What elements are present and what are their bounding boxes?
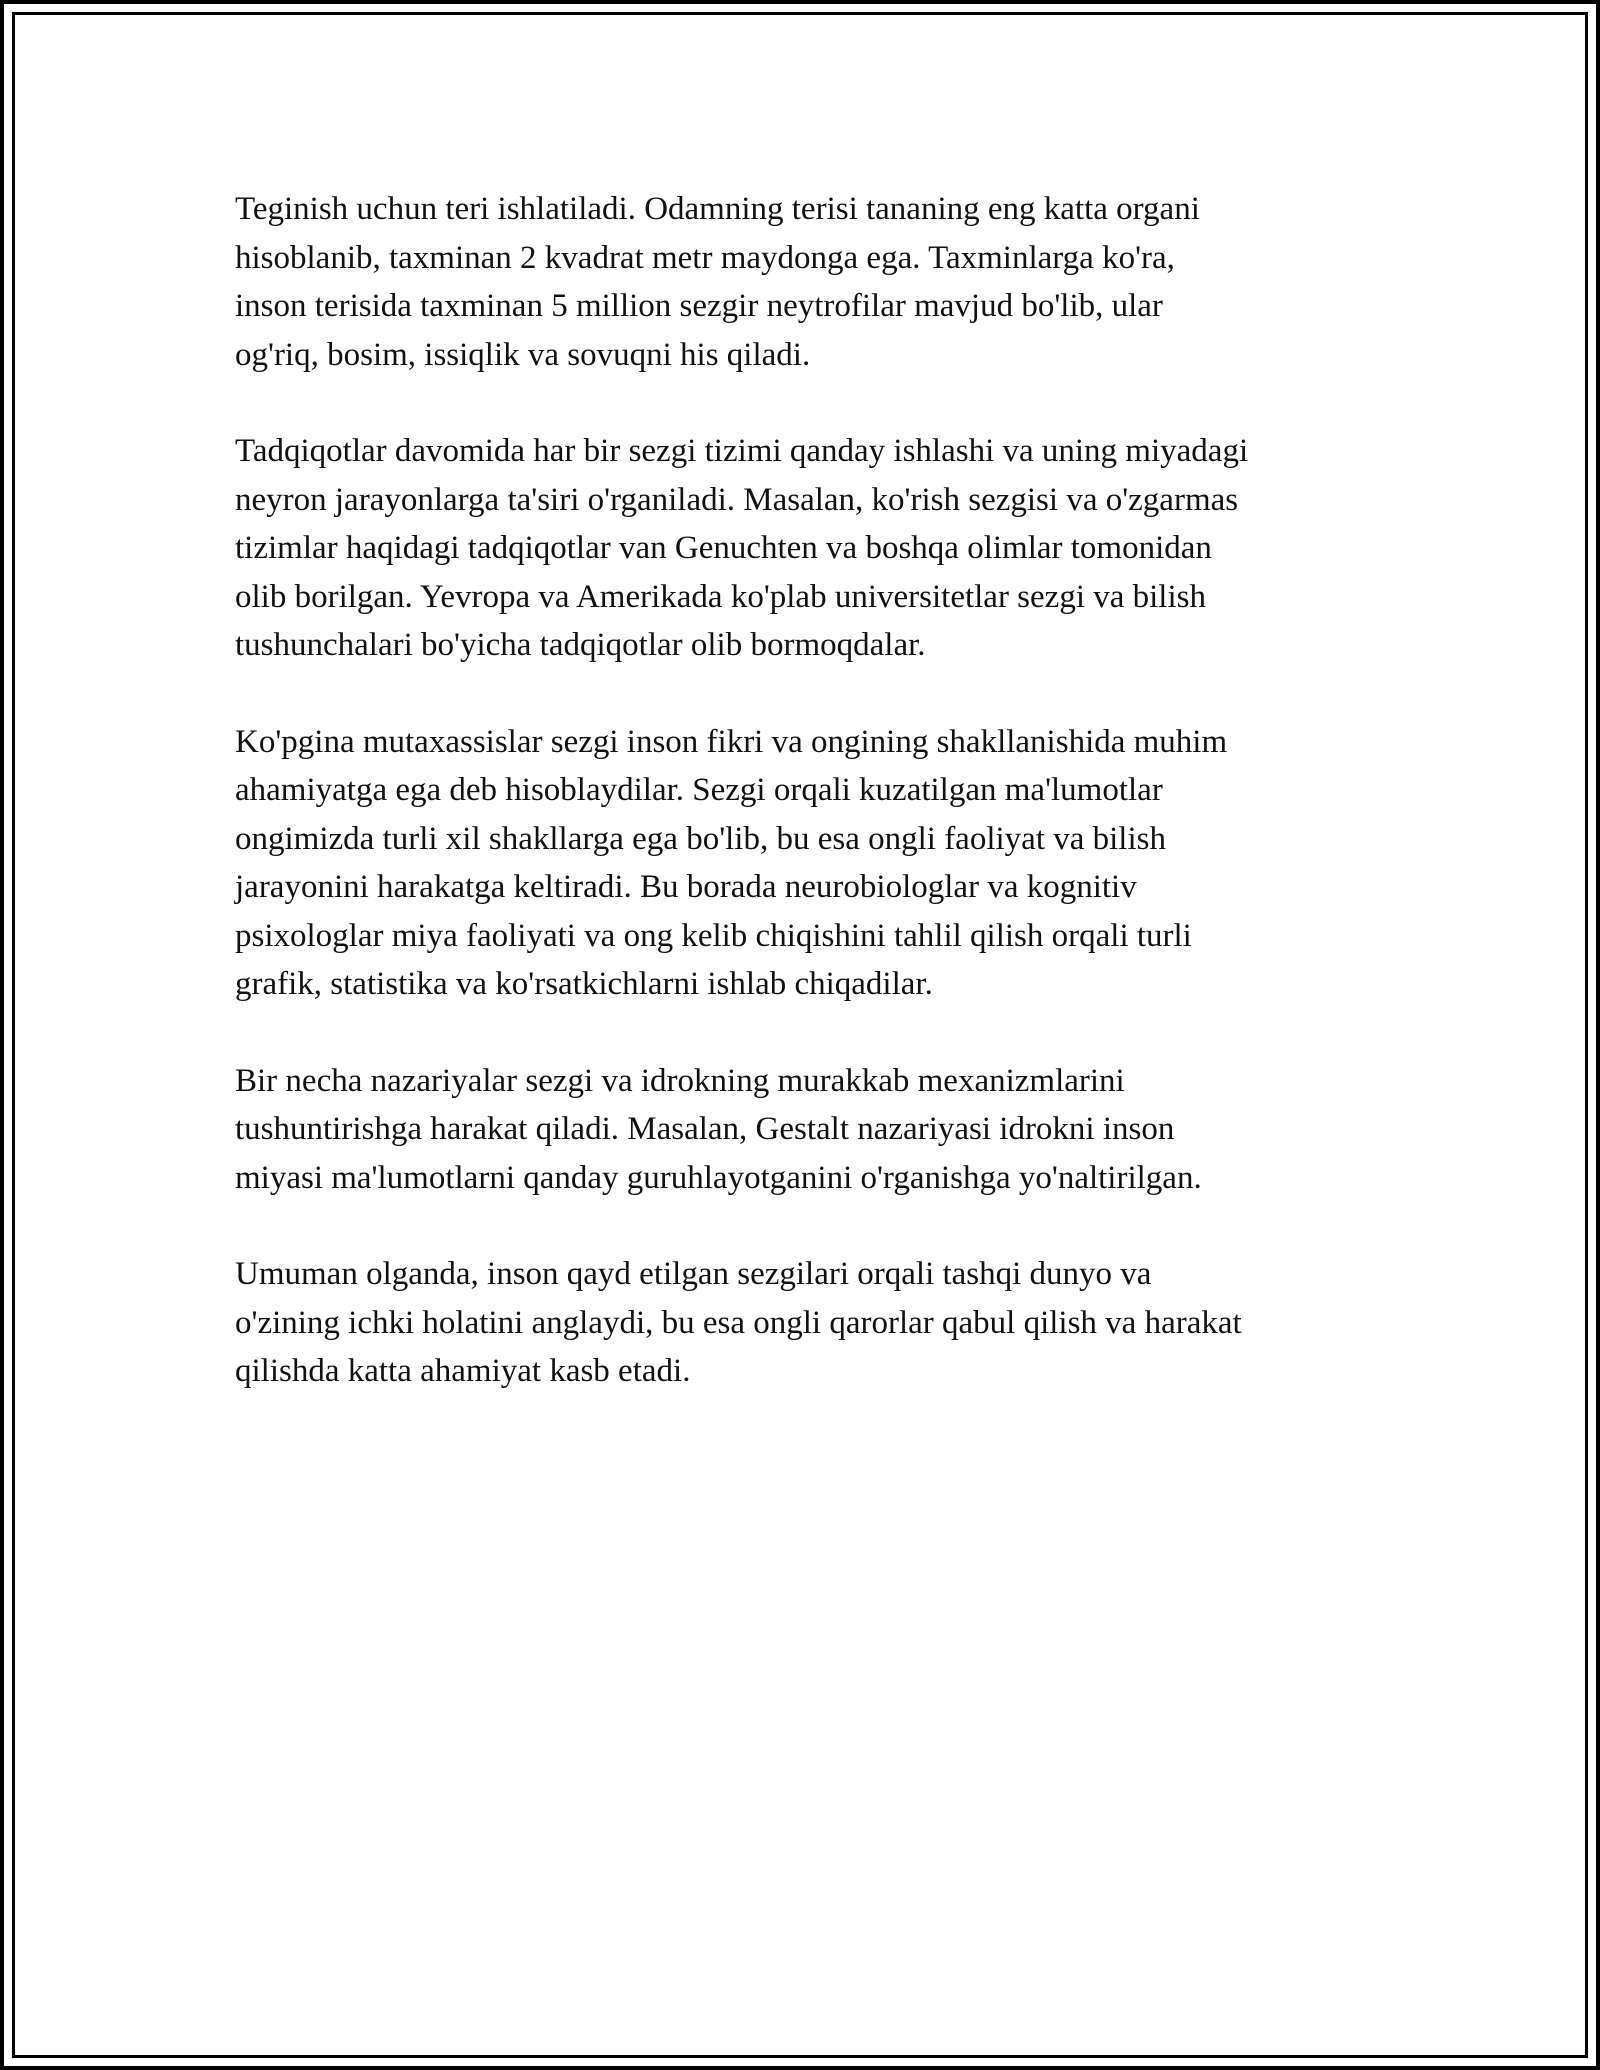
document-body [235, 185, 1375, 1444]
paragraph-line: hisoblanib, taxminan 2 kvadrat metr maydonga ega. Taxminlarga ko'ra, [235, 239, 1175, 276]
paragraph-line: Ko'pgina mutaxassislar sezgi inson fikri va ongining shakllanishida muhim [235, 723, 1228, 760]
paragraph-line: qilishda katta ahamiyat kasb etadi. [235, 1353, 691, 1389]
paragraph-line: neyron jarayonlarga ta'siri o'rganiladi. Masalan, ko'rish sezgisi va o'zgarmas [235, 481, 1239, 518]
paragraph-line: Tadqiqotlar davomida har bir sezgi tizimi qanday ishlashi va uning miyadagi [235, 433, 1249, 469]
paragraph-line: Umuman olganda, inson qayd etilgan sezgilari orqali tashqi dunyo va [235, 1256, 1152, 1292]
paragraph-line: miyasi ma'lumotlarni qanday guruhlayotganini o'rganishga yo'naltirilgan. [235, 1159, 1202, 1196]
paragraph-line: og'riq, bosim, issiqlik va sovuqni his qiladi. [235, 336, 811, 373]
paragraph-4 [235, 1057, 1375, 1203]
paragraph-1 [235, 185, 1375, 379]
paragraph-line: ongimizda turli xil shakllarga ega bo'lib, bu esa ongli faoliyat va bilish [235, 820, 1166, 857]
paragraph-3 [235, 718, 1375, 1009]
paragraph-line: o'zining ichki holatini anglaydi, bu esa ongli qarorlar qabul qilish va harakat [235, 1304, 1242, 1341]
paragraph-line: tizimlar haqidagi tadqiqotlar van Genuchten va boshqa olimlar tomonidan [235, 530, 1212, 566]
paragraph-line: tushuntirishga harakat qiladi. Masalan, Gestalt nazariyasi idrokni inson [235, 1111, 1175, 1147]
paragraph-line: inson terisida taxminan 5 million sezgir neytrofilar mavjud bo'lib, ular [235, 288, 1163, 324]
paragraph-line: Bir necha nazariyalar sezgi va idrokning murakkab mexanizmlarini [235, 1062, 1125, 1099]
paragraph-5 [235, 1250, 1375, 1396]
paragraph-line: ahamiyatga ega deb hisoblaydilar. Sezgi orqali kuzatilgan ma'lumotlar [235, 772, 1163, 808]
paragraph-line: Teginish uchun teri ishlatiladi. Odamning terisi tananing eng katta organi [235, 191, 1200, 227]
paragraph-2 [235, 427, 1375, 670]
paragraph-line: tushunchalari bo'yicha tadqiqotlar olib bormoqdalar. [235, 627, 926, 663]
paragraph-line: psixologlar miya faoliyati va ong kelib chiqishini tahlil qilish orqali turli [235, 917, 1192, 954]
paragraph-line: grafik, statistika va ko'rsatkichlarni ishlab chiqadilar. [235, 966, 933, 1002]
paragraph-line: jarayonini harakatga keltiradi. Bu borada neurobiologlar va kognitiv [235, 869, 1137, 905]
paragraph-line: olib borilgan. Yevropa va Amerikada ko'plab universitetlar sezgi va bilish [235, 578, 1206, 615]
